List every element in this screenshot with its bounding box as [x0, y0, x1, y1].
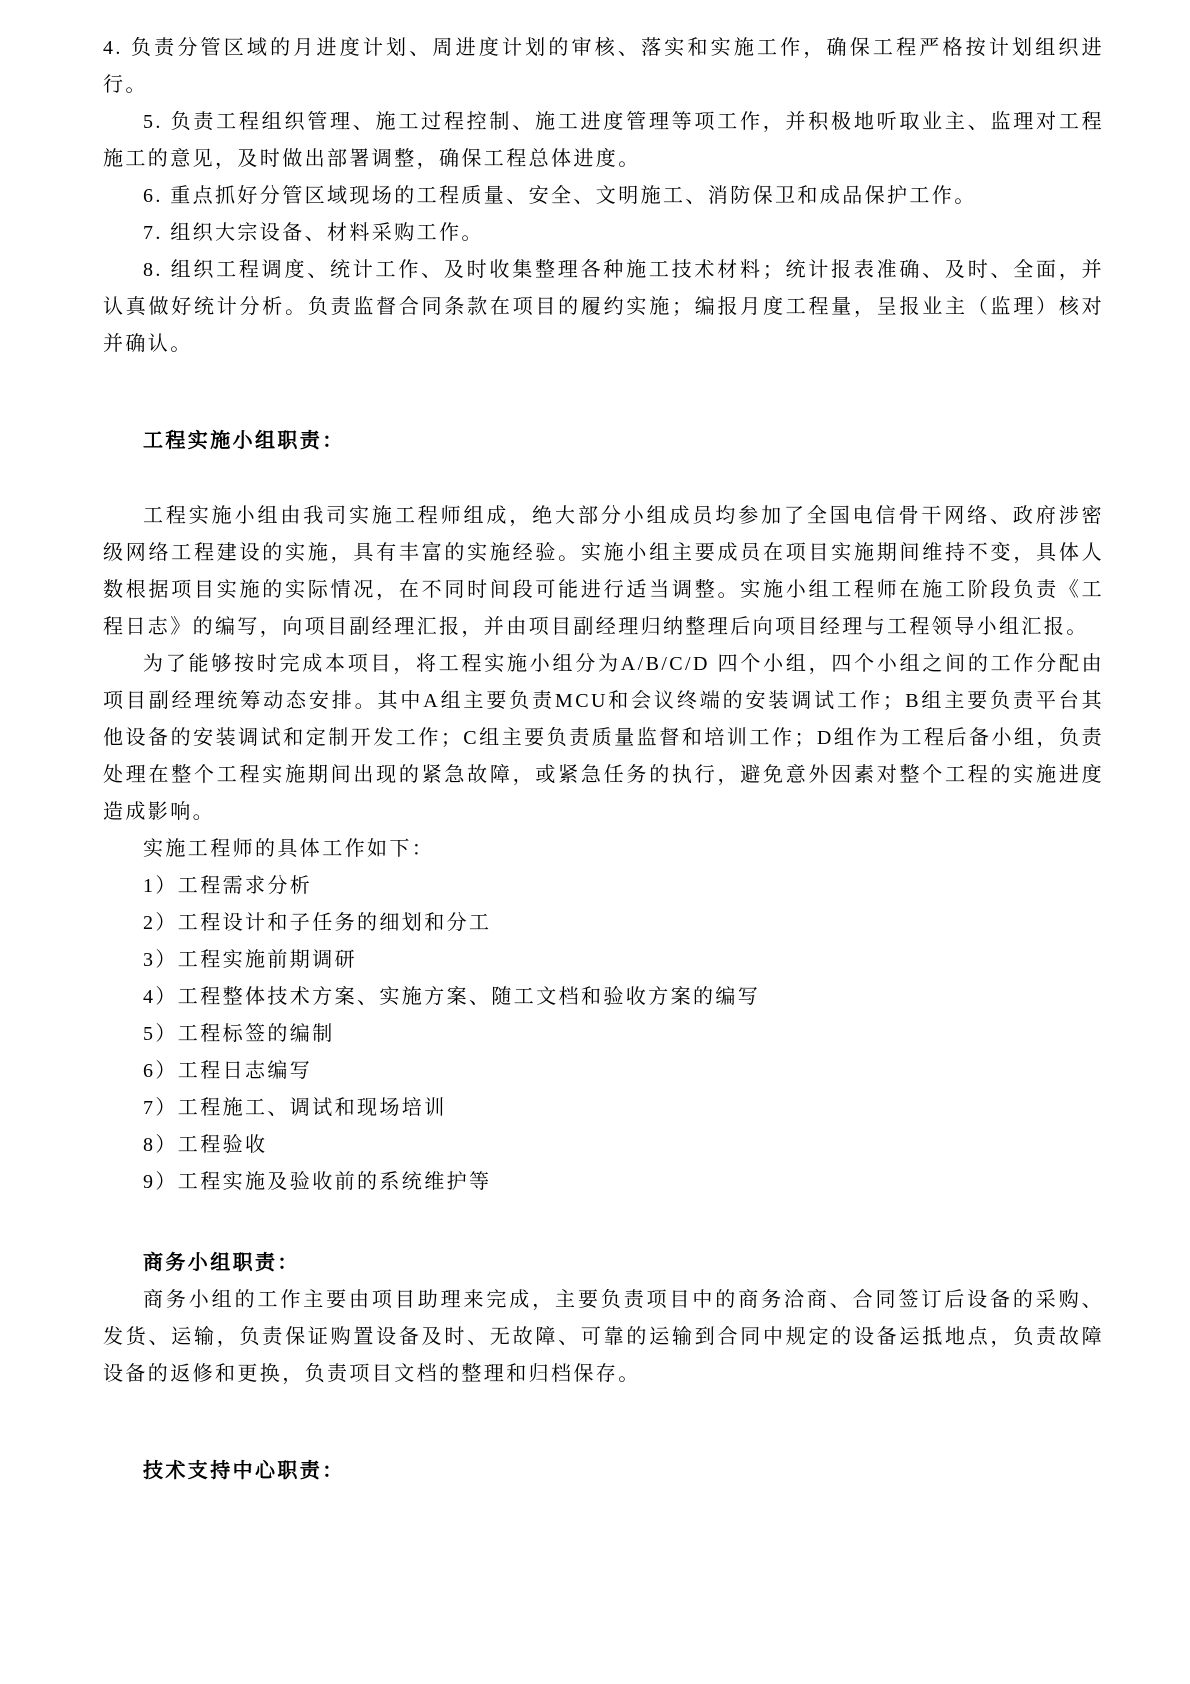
- paragraph: 8. 组织工程调度、统计工作、及时收集整理各种施工技术材料；统计报表准确、及时、全面，并认真做好统计分析。负责监督合同条款在项目的履约实施；编报月度工程量，呈报业主（监理）核对并确认。: [103, 259, 1104, 355]
- section-heading: 商务小组职责：: [143, 1252, 300, 1274]
- paragraph: 4. 负责分管区域的月进度计划、周进度计划的审核、落实和实施工作，确保工程严格按计划组织进行。: [103, 37, 1104, 96]
- list-item: 7）工程施工、调试和现场培训: [143, 1097, 447, 1119]
- paragraph: 为了能够按时完成本项目，将工程实施小组分为A/B/C/D 四个小组，四个小组之间的工作分配由项目副经理统筹动态安排。其中A组主要负责MCU和会议终端的安装调试工作；B组主要负责平台其他设备的安装调试和定制开发工作；C组主要负责质量监督和培训工作；D组作为工程后备小组，负责处理在整个工程实施期间出现的紧急故障，或紧急任务的执行，避免意外因素对整个工程的实施进度造成影响。: [103, 653, 1104, 823]
- list-item: 4）工程整体技术方案、实施方案、随工文档和验收方案的编写: [143, 986, 761, 1008]
- paragraph: 7. 组织大宗设备、材料采购工作。: [143, 222, 484, 244]
- paragraph: 工程实施小组由我司实施工程师组成，绝大部分小组成员均参加了全国电信骨干网络、政府涉密级网络工程建设的实施，具有丰富的实施经验。实施小组主要成员在项目实施期间维持不变，具体人数根据项目实施的实际情况，在不同时间段可能进行适当调整。实施小组工程师在施工阶段负责《工程日志》的编写，向项目副经理汇报，并由项目副经理归纳整理后向项目经理与工程领导小组汇报。: [103, 505, 1104, 638]
- list-item: 6）工程日志编写: [143, 1060, 313, 1082]
- paragraph: 实施工程师的具体工作如下：: [143, 838, 435, 860]
- list-item: 8）工程验收: [143, 1134, 268, 1156]
- section-heading: 技术支持中心职责：: [143, 1460, 345, 1482]
- paragraph: 商务小组的工作主要由项目助理来完成，主要负责项目中的商务洽商、合同签订后设备的采购、发货、运输，负责保证购置设备及时、无故障、可靠的运输到合同中规定的设备运抵地点，负责故障设备的返修和更换，负责项目文档的整理和归档保存。: [103, 1289, 1104, 1385]
- paragraph: 5. 负责工程组织管理、施工过程控制、施工进度管理等项工作，并积极地听取业主、监理对工程施工的意见，及时做出部署调整，确保工程总体进度。: [103, 111, 1104, 170]
- list-item: 2）工程设计和子任务的细划和分工: [143, 912, 492, 934]
- list-item: 5）工程标签的编制: [143, 1023, 335, 1045]
- list-item: 3）工程实施前期调研: [143, 949, 357, 971]
- document-body: [103, 30, 1104, 1490]
- list-item: 9）工程实施及验收前的系统维护等: [143, 1171, 492, 1193]
- list-item: 1）工程需求分析: [143, 875, 313, 897]
- paragraph: 6. 重点抓好分管区域现场的工程质量、安全、文明施工、消防保卫和成品保护工作。: [143, 185, 977, 207]
- section-heading: 工程实施小组职责：: [143, 430, 345, 452]
